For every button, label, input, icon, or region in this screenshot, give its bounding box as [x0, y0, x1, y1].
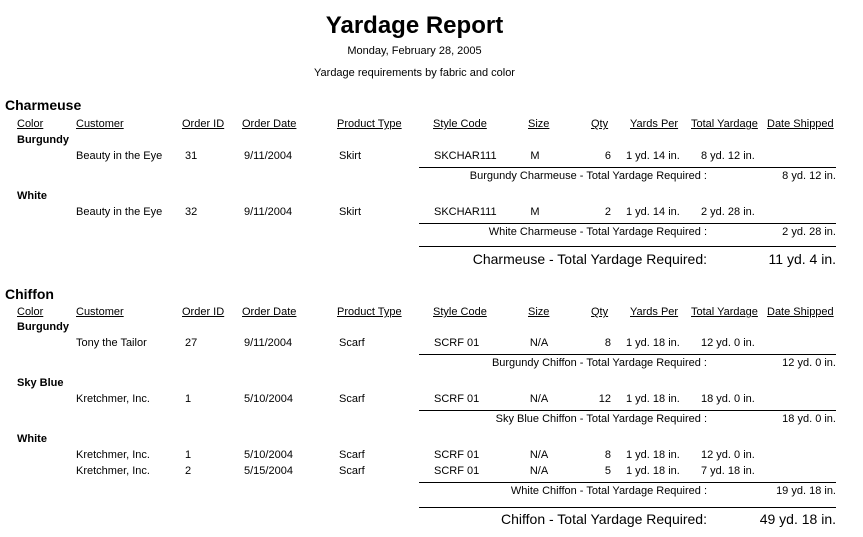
- order-id-cell: 31: [185, 150, 198, 162]
- color-heading: Burgundy: [17, 134, 69, 146]
- customer-cell: Kretchmer, Inc.: [76, 449, 150, 461]
- size-cell: N/A: [529, 337, 549, 349]
- total-yardage-cell: 18 yd. 0 in.: [701, 393, 755, 405]
- column-header-product-type: Product Type: [337, 306, 402, 318]
- yards-per-cell: 1 yd. 18 in.: [626, 449, 680, 461]
- order-id-cell: 2: [185, 465, 192, 477]
- qty-cell: 2: [604, 206, 611, 218]
- subtotal-divider: [419, 354, 836, 355]
- size-cell: N/A: [529, 393, 549, 405]
- style-code-cell: SCRF 01: [434, 449, 480, 461]
- column-header-yards-per: Yards Per: [630, 118, 679, 130]
- style-code-cell: SCRF 01: [434, 465, 480, 477]
- yards-per-cell: 1 yd. 14 in.: [626, 206, 680, 218]
- product-type-cell: Scarf: [339, 337, 365, 349]
- fabric-total-value: 11 yd. 4 in.: [768, 251, 836, 267]
- column-header-customer: Customer: [76, 118, 124, 130]
- total-yardage-cell: 2 yd. 28 in.: [701, 206, 755, 218]
- subtotal-divider: [419, 223, 836, 224]
- order-id-cell: 27: [185, 337, 198, 349]
- style-code-cell: SKCHAR111: [434, 150, 497, 162]
- column-header-order-id: Order ID: [182, 306, 225, 318]
- total-divider: [419, 246, 836, 247]
- order-date-cell: 5/10/2004: [244, 449, 293, 461]
- subtotal-value: 8 yd. 12 in.: [782, 170, 836, 182]
- size-cell: M: [530, 206, 540, 218]
- fabric-heading: Charmeuse: [5, 97, 82, 113]
- column-header-size: Size: [528, 118, 550, 130]
- total-yardage-cell: 12 yd. 0 in.: [701, 449, 755, 461]
- column-header-order-id: Order ID: [182, 118, 225, 130]
- fabric-total-label: Charmeuse - Total Yardage Required:: [472, 251, 707, 267]
- product-type-cell: Scarf: [339, 393, 365, 405]
- column-header-style-code: Style Code: [433, 118, 487, 130]
- color-heading: White: [17, 190, 47, 202]
- product-type-cell: Scarf: [339, 449, 365, 461]
- qty-cell: 12: [598, 393, 611, 405]
- column-header-order-date: Order Date: [242, 118, 297, 130]
- column-header-color: Color: [17, 306, 44, 318]
- qty-cell: 8: [604, 337, 611, 349]
- customer-cell: Kretchmer, Inc.: [76, 465, 150, 477]
- size-cell: N/A: [529, 465, 549, 477]
- fabric-heading: Chiffon: [5, 286, 54, 302]
- column-header-qty: Qty: [591, 118, 609, 130]
- subtotal-label: White Chiffon - Total Yardage Required :: [510, 485, 707, 497]
- total-divider: [419, 507, 836, 508]
- subtotal-label: White Charmeuse - Total Yardage Required :: [488, 226, 707, 238]
- subtotal-label: Sky Blue Chiffon - Total Yardage Required :: [495, 413, 707, 425]
- order-date-cell: 5/15/2004: [244, 465, 293, 477]
- subtotal-value: 12 yd. 0 in.: [782, 357, 836, 369]
- color-heading: Sky Blue: [17, 377, 64, 389]
- report-title: Yardage Report: [325, 12, 504, 39]
- column-header-color: Color: [17, 118, 44, 130]
- style-code-cell: SCRF 01: [434, 393, 480, 405]
- column-header-order-date: Order Date: [242, 306, 297, 318]
- report-date: Monday, February 28, 2005: [347, 45, 482, 57]
- qty-cell: 6: [604, 150, 611, 162]
- order-date-cell: 9/11/2004: [244, 337, 293, 349]
- subtotal-value: 18 yd. 0 in.: [782, 413, 836, 425]
- order-id-cell: 1: [185, 449, 192, 461]
- customer-cell: Tony the Tailor: [76, 337, 147, 349]
- column-header-total-yardage: Total Yardage: [691, 118, 758, 130]
- customer-cell: Beauty in the Eye: [76, 206, 163, 218]
- subtotal-divider: [419, 482, 836, 483]
- yards-per-cell: 1 yd. 18 in.: [626, 393, 680, 405]
- total-yardage-cell: 8 yd. 12 in.: [701, 150, 755, 162]
- order-id-cell: 1: [185, 393, 192, 405]
- column-header-qty: Qty: [591, 306, 609, 318]
- subtotal-value: 19 yd. 18 in.: [776, 485, 836, 497]
- column-header-product-type: Product Type: [337, 118, 402, 130]
- yards-per-cell: 1 yd. 14 in.: [626, 150, 680, 162]
- total-yardage-cell: 12 yd. 0 in.: [701, 337, 755, 349]
- product-type-cell: Skirt: [339, 206, 361, 218]
- size-cell: M: [530, 150, 540, 162]
- product-type-cell: Scarf: [339, 465, 365, 477]
- style-code-cell: SKCHAR111: [434, 206, 497, 218]
- style-code-cell: SCRF 01: [434, 337, 480, 349]
- yards-per-cell: 1 yd. 18 in.: [626, 465, 680, 477]
- subtotal-value: 2 yd. 28 in.: [782, 226, 836, 238]
- column-header-yards-per: Yards Per: [630, 306, 679, 318]
- yards-per-cell: 1 yd. 18 in.: [626, 337, 680, 349]
- subtotal-divider: [419, 410, 836, 411]
- product-type-cell: Skirt: [339, 150, 361, 162]
- subtotal-label: Burgundy Chiffon - Total Yardage Required :: [491, 357, 707, 369]
- column-header-date-shipped: Date Shipped: [767, 306, 834, 318]
- order-date-cell: 9/11/2004: [244, 206, 293, 218]
- column-header-total-yardage: Total Yardage: [691, 306, 758, 318]
- subtotal-divider: [419, 167, 836, 168]
- color-heading: White: [17, 433, 47, 445]
- qty-cell: 5: [604, 465, 611, 477]
- column-header-date-shipped: Date Shipped: [767, 118, 834, 130]
- subtotal-label: Burgundy Charmeuse - Total Yardage Required :: [469, 170, 707, 182]
- order-date-cell: 9/11/2004: [244, 150, 293, 162]
- order-id-cell: 32: [185, 206, 198, 218]
- total-yardage-cell: 7 yd. 18 in.: [701, 465, 755, 477]
- customer-cell: Kretchmer, Inc.: [76, 393, 150, 405]
- report-description: Yardage requirements by fabric and color: [314, 67, 515, 79]
- color-heading: Burgundy: [17, 321, 69, 333]
- column-header-customer: Customer: [76, 306, 124, 318]
- customer-cell: Beauty in the Eye: [76, 150, 163, 162]
- qty-cell: 8: [604, 449, 611, 461]
- size-cell: N/A: [529, 449, 549, 461]
- order-date-cell: 5/10/2004: [244, 393, 293, 405]
- column-header-style-code: Style Code: [433, 306, 487, 318]
- fabric-total-value: 49 yd. 18 in.: [759, 511, 836, 527]
- column-header-size: Size: [528, 306, 550, 318]
- fabric-total-label: Chiffon - Total Yardage Required:: [501, 511, 707, 527]
